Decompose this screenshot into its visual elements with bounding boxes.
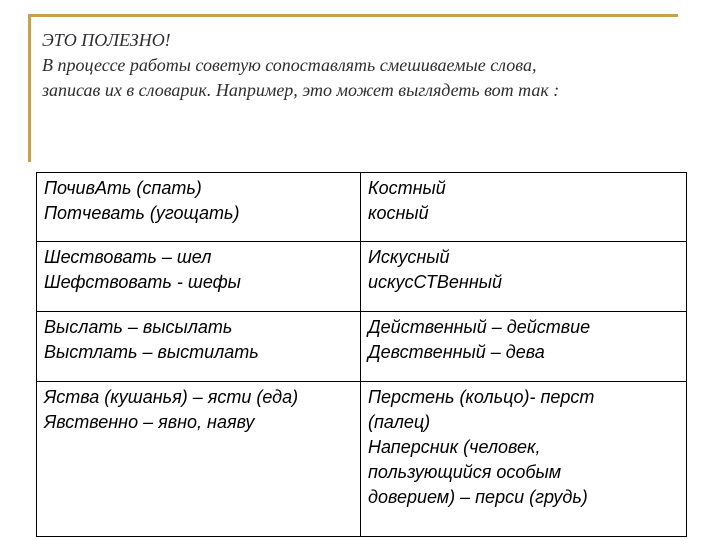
cell-line: Искусный xyxy=(368,247,450,267)
cell-line: Выслать – высылать xyxy=(44,317,233,337)
cell-line: Действенный – действие xyxy=(368,317,591,337)
cell-line: Выстлать – выстилать xyxy=(44,342,259,362)
cell-line: Перстень (кольцо)- перст xyxy=(368,387,595,407)
cell-line: Потчевать (угощать) xyxy=(44,203,240,223)
note-line-1: В процессе работы советую сопоставлять смешиваемые слова, xyxy=(42,55,537,75)
table-cell-left xyxy=(37,173,361,242)
cell-line: Шефствовать - шефы xyxy=(44,272,241,292)
cell-line: Костный xyxy=(368,178,446,198)
cell-line: ПочивАть (спать) xyxy=(44,178,202,198)
cell-line: косный xyxy=(368,203,429,223)
cell-line: Шествовать – шел xyxy=(44,247,212,267)
frame-left-rule xyxy=(28,14,31,162)
table-cell-left xyxy=(37,312,361,382)
word-comparison-table xyxy=(36,172,687,537)
note-title: ЭТО ПОЛЕЗНО! xyxy=(42,30,171,50)
table-cell-right xyxy=(361,312,687,382)
cell-line: Яства (кушанья) – ясти (еда) xyxy=(44,387,299,407)
table-cell-right xyxy=(361,382,687,537)
intro-note xyxy=(42,28,682,103)
table-row xyxy=(37,382,687,537)
cell-line: Девственный – дева xyxy=(368,342,545,362)
cell-line: Явственно – явно, наяву xyxy=(44,412,255,432)
cell-line: пользующийся особым xyxy=(368,462,562,482)
table-cell-left xyxy=(37,242,361,312)
cell-line: (палец) xyxy=(368,412,431,432)
note-line-2: записав их в словарик. Например, это может выглядеть вот так : xyxy=(42,80,560,100)
table-row xyxy=(37,312,687,382)
table-row xyxy=(37,242,687,312)
frame-top-rule xyxy=(28,14,678,17)
table-cell-right xyxy=(361,173,687,242)
table-cell-right xyxy=(361,242,687,312)
cell-line: доверием) – перси (грудь) xyxy=(368,487,588,507)
cell-line: Наперсник (человек, xyxy=(368,437,541,457)
table-row xyxy=(37,173,687,242)
table-cell-left xyxy=(37,382,361,537)
cell-line: искусСТВенный xyxy=(368,272,502,292)
